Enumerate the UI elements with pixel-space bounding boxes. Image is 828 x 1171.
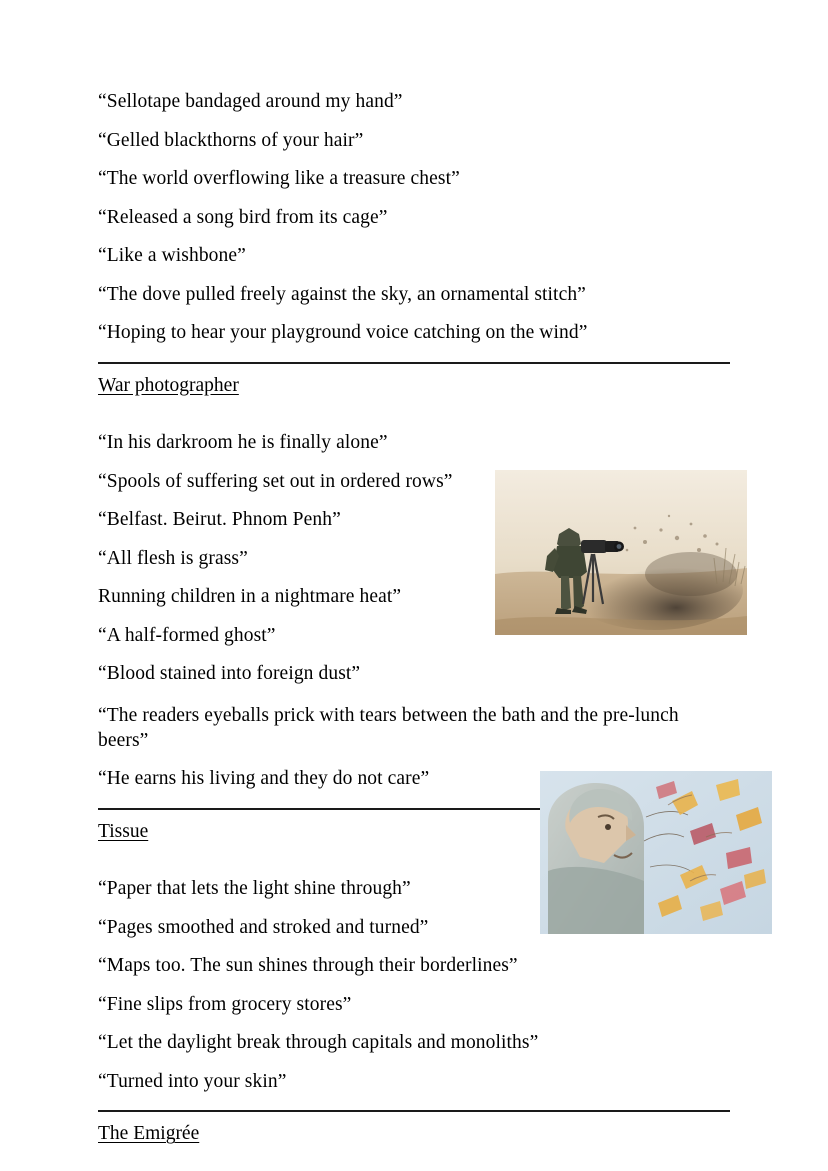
section-quotes-intro xyxy=(98,92,730,343)
quote-line: “The dove pulled freely against the sky, an ornamental stitch” xyxy=(98,283,586,305)
heading-row xyxy=(98,376,730,415)
heading-row xyxy=(98,1124,730,1163)
quote-line: “Like a wishbone” xyxy=(98,245,246,266)
quote-line: “Fine slips from grocery stores” xyxy=(98,993,352,1015)
quote-line: Running children in a nightmare heat” xyxy=(98,586,402,607)
quote-line: “Pages smoothed and stroked and turned” xyxy=(98,916,429,938)
quote-line: “Gelled blackthorns of your hair” xyxy=(98,129,364,151)
quote-line: “Spools of suffering set out in ordered rows” xyxy=(98,470,453,492)
quote-line: “Sellotape bandaged around my hand” xyxy=(98,91,403,112)
quote-line: “Blood stained into foreign dust” xyxy=(98,663,361,684)
quote-line: “The readers eyeballs prick with tears between the bath and the pre-lunch beers” xyxy=(98,704,679,752)
quote-line: “Turned into your skin” xyxy=(98,1070,287,1092)
quote-line: “He earns his living and they do not care” xyxy=(98,768,430,790)
section-heading-tissue: Tissue xyxy=(98,820,149,842)
quote-line: “A half-formed ghost” xyxy=(98,624,276,646)
war-photographer-illustration xyxy=(495,470,747,635)
quote-line: “Belfast. Beirut. Phnom Penh” xyxy=(98,509,341,530)
quote-line: “Maps too. The sun shines through their borderlines” xyxy=(98,955,518,977)
quote-line: “Released a song bird from its cage” xyxy=(98,206,388,228)
quote-line: “Paper that lets the light shine through” xyxy=(98,878,411,900)
section-divider xyxy=(98,362,730,364)
quote-line: “The world overflowing like a treasure chest” xyxy=(98,168,460,189)
section-heading-war-photographer: War photographer xyxy=(98,374,239,396)
quote-line: “Hoping to hear your playground voice catching on the wind” xyxy=(98,322,588,343)
tissue-paper-illustration xyxy=(540,771,772,934)
quote-line: “Let the daylight break through capitals and monoliths” xyxy=(98,1032,539,1054)
quote-line: “In his darkroom he is finally alone” xyxy=(98,432,388,453)
quote-line: “All flesh is grass” xyxy=(98,547,248,569)
section-divider xyxy=(98,1110,730,1112)
section-the-emigree xyxy=(98,1124,730,1163)
section-heading-the-emigree: The Emigrée xyxy=(98,1123,200,1145)
